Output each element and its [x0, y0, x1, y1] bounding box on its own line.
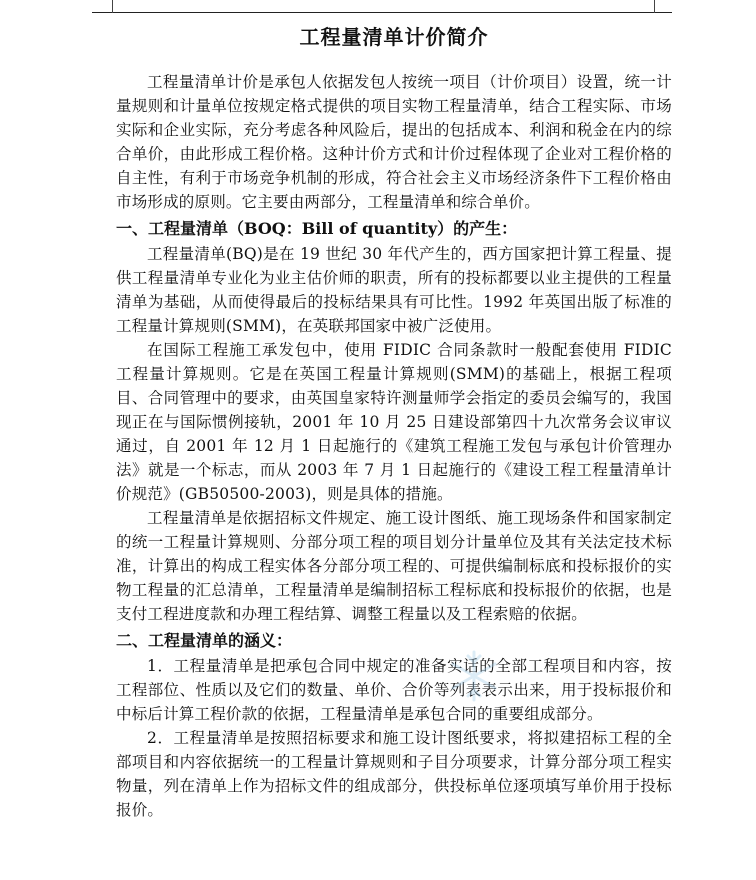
section-2-paragraph: 2．工程量清单是按照招标要求和施工设计图纸要求，将拟建招标工程的全部项目和内容依据统一的工程量计算规则和子目分项要求，计算分部分项工程实物量，列在清单上作为招标文件的组成部分，供投标单位逐项填写单价用于投标报价。	[116, 729, 672, 819]
section-1-paragraph: 工程量清单(BQ)是在 19 世纪 30 年代产生的，西方国家把计算工程量、提供工程量清单专业化为业主估价师的职责，所有的投标都要以业主提供的工程量清单为基础，从而使得最后的投标结果具有可比性。1992 年英国出版了标准的工程量计算规则(SMM)，在英联邦国家中被广泛使用。	[116, 245, 672, 335]
snowflake-watermark-icon	[446, 648, 502, 704]
intro-paragraph: 工程量清单计价是承包人依据发包人按统一项目（计价项目）设置，统一计量规则和计量单位按规定格式提供的项目实物工程量清单，结合工程实际、市场实际和企业实际，充分考虑各种风险后，提出的包括成本、利润和税金在内的综合单价，由此形成工程价格。这种计价方式和计价过程体现了企业对工程价格的自主性，有利于市场竞争机制的形成，符合社会主义市场经济条件下工程价格由市场形成的原则。它主要由两部分，工程量清单和综合单价。	[116, 73, 672, 211]
document-body	[116, 22, 672, 822]
section-2-paragraph: 1．工程量清单是把承包合同中规定的准备实话的全部工程项目和内容，按工程部位、性质以及它们的数量、单价、合价等列表表示出来，用于投标报价和中标后计算工程价款的依据，工程量清单是承包合同的重要组成部分。	[116, 657, 672, 723]
section-1-heading: 一、工程量清单（BOQ：Bill of quantity）的产生：	[116, 219, 518, 238]
header-margin-mark-left	[112, 0, 113, 13]
document-title: 工程量清单计价简介	[299, 25, 489, 49]
header-margin-mark-right	[654, 0, 655, 13]
section-2-heading: 二、工程量清单的涵义：	[116, 631, 293, 650]
section-1-paragraph: 在国际工程施工承发包中，使用 FIDIC 合同条款时一般配套使用 FIDIC 工程量计算规则。它是在英国工程量计算规则(SMM)的基础上，根据工程项目、合同管理中的要求，由英国皇家特许测量师学会指定的委员会编写的，我国现正在与国际惯例接轨，2001 年 10 月 25 日建设部第四十九次常务会议审议通过，自 2001 年 12 月 1 日起施行的《建筑工程施工发包与承包计价管理办法》就是一个标志，而从 2003 年 7 月 1 日起施行的《建设工程工程量清单计价规范》(GB50500-2003)，则是具体的措施。	[116, 341, 672, 503]
section-1-paragraph: 工程量清单是依据招标文件规定、施工设计图纸、施工现场条件和国家制定的统一工程量计算规则、分部分项工程的项目划分计量单位及其有关法定技术标准，计算出的构成工程实体各分部分项工程的、可提供编制标底和投标报价的实物工程量的汇总清单，工程量清单是编制招标工程标底和投标报价的依据，也是支付工程进度款和办理工程结算、调整工程量以及工程索赔的依据。	[116, 509, 672, 623]
header-rule	[92, 12, 672, 13]
